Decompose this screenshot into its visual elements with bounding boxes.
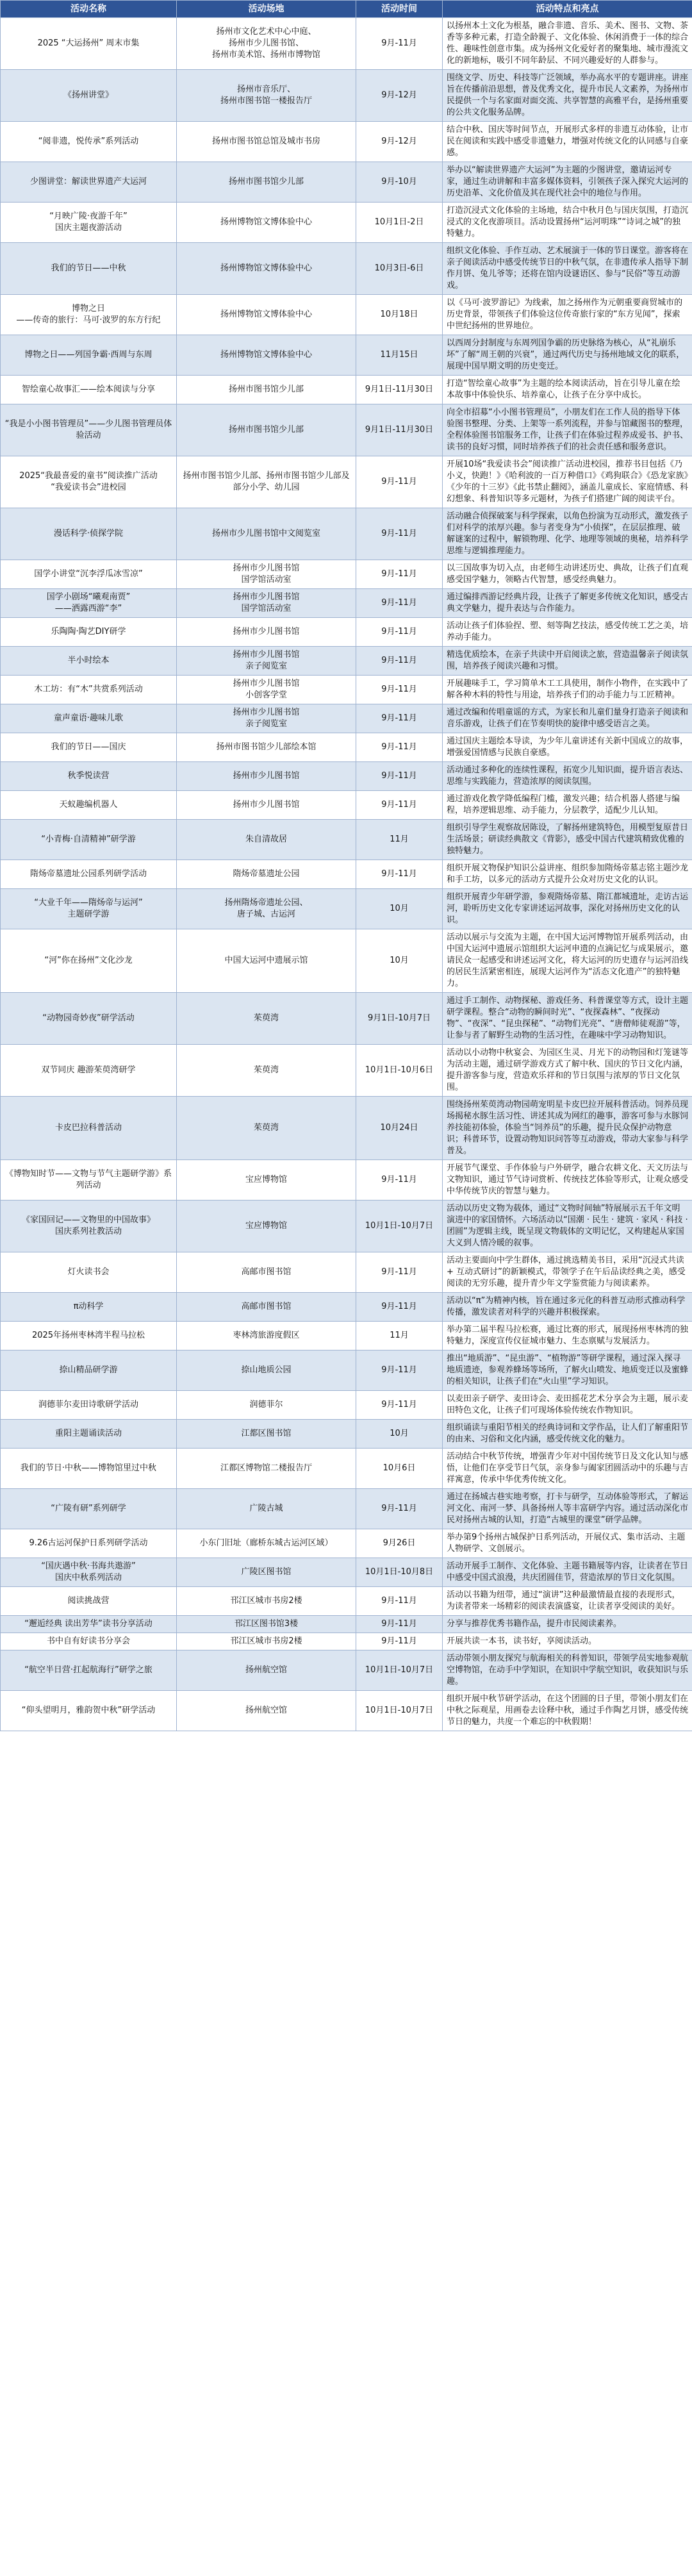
table-row xyxy=(1,456,692,508)
venue-cell: 邗江区城市书房2楼 xyxy=(177,1587,356,1616)
features-cell: 通过编排西游记经典片段，让孩子了解更多传统文化知识，感受古典文学魅力，提升表达与合作能力。 xyxy=(443,589,692,618)
activity-name-cell: 半小时绘本 xyxy=(1,647,177,676)
features-cell: 分享与推荐优秀书籍作品，提升市民阅读素养。 xyxy=(443,1616,692,1633)
activity-name-cell: 智绘童心故事汇——绘本阅读与分享 xyxy=(1,376,177,404)
features-cell: 围绕文学、历史、科技等广泛领域，举办高水平的专题讲座。讲座旨在传播前沿思想，普及优秀文化，提升市民人文素养，为扬州市民提供一个与名家面对面交流、共享智慧的高雅平台，是扬州重要的公共文化服务品牌。 xyxy=(443,70,692,122)
activity-name-cell: 博物之日 ——传奇的旅行：马可·波罗的东方行纪 xyxy=(1,295,177,335)
table-row xyxy=(1,1449,692,1489)
time-cell: 10月18日 xyxy=(356,295,443,335)
time-cell: 9月-11月 xyxy=(356,18,443,70)
venue-cell: 小东门旧址（廊桥东城古运河区域） xyxy=(177,1529,356,1558)
activity-name-cell: π动科学 xyxy=(1,1293,177,1322)
features-cell: 围绕扬州茱萸湾动物园萌宠明星卡皮巴拉开展科普活动。饲养员现场揭秘水豚生活习性、讲述其成为网红的趣事，游客可参与水豚饲养技能初体验，体验当“饲养员”的乐趣，提升民众保护动物意识；科普环节，设置动物知识问答等互动游戏，带动大家参与科学普及。 xyxy=(443,1097,692,1160)
table-body xyxy=(1,18,692,1731)
activity-name-cell: 书中自有好读书分享会 xyxy=(1,1633,177,1650)
venue-cell: 茱萸湾 xyxy=(177,1097,356,1160)
table-row xyxy=(1,929,692,993)
venue-cell: 扬州市图书馆少儿部绘本馆 xyxy=(177,733,356,762)
features-cell: 组织文化体验、手作互动、艺术展演于一体的节日课堂。游客将在亲子阅读活动中感受传统节日的中秋气氛，在非遗传承人指导下制作月饼、兔儿爷等；还将在馆内设谜语区、参与“民俗”等互动游戏。 xyxy=(443,243,692,295)
venue-cell: 扬州市少儿图书馆 xyxy=(177,791,356,820)
table-row xyxy=(1,589,692,618)
time-cell: 10月24日 xyxy=(356,1097,443,1160)
time-cell: 9月-11月 xyxy=(356,1616,443,1633)
venue-cell: 茱萸湾 xyxy=(177,993,356,1045)
activity-name-cell: 我们的节日——国庆 xyxy=(1,733,177,762)
time-cell: 9月-11月 xyxy=(356,589,443,618)
activity-name-cell: 9.26古运河保护日系列研学活动 xyxy=(1,1529,177,1558)
time-cell: 9月-12月 xyxy=(356,70,443,122)
activity-name-cell: 我们的节日·中秋——博物馆里过中秋 xyxy=(1,1449,177,1489)
table-row xyxy=(1,1293,692,1322)
table-row xyxy=(1,791,692,820)
time-cell: 9月-11月 xyxy=(356,647,443,676)
venue-cell: 邗江区城市书房2楼 xyxy=(177,1633,356,1650)
features-cell: 以扬州本土文化为根基，融合非遗、音乐、美术、图书、文物、茶香等多种元素，打造全龄親子、文化体验、休闲消费于一体的综合性、趣味性创意市集。成为扬州文化爱好者的聚集地、城市漫流文化的新地标，吸引不同年龄层、不同兴趣爱好的人群参与。 xyxy=(443,18,692,70)
table-row xyxy=(1,676,692,704)
table-row xyxy=(1,1650,692,1691)
table-row xyxy=(1,203,692,243)
time-cell: 10月1日-10月8日 xyxy=(356,1558,443,1587)
activity-name-cell: “国庆遇中秋·书海共遨游” 国庆中秋系列活动 xyxy=(1,1558,177,1587)
activity-name-cell: 阅读挑战营 xyxy=(1,1587,177,1616)
table-row xyxy=(1,704,692,733)
time-cell: 9月1日-11月30日 xyxy=(356,404,443,456)
activity-name-cell: “邂逅经典 读出芳华”读书分享活动 xyxy=(1,1616,177,1633)
venue-cell: 扬州市少儿图书馆 xyxy=(177,618,356,647)
header-features: 活动特点和亮点 xyxy=(443,1,692,18)
venue-cell: 扬州市少儿图书馆 小创客学堂 xyxy=(177,676,356,704)
activity-name-cell: 《博物知时节——文物与节气主题研学游》系列活动 xyxy=(1,1160,177,1201)
table-row xyxy=(1,733,692,762)
features-cell: 活动以历史文物为载体，通过“文物时间轴”特展展示五千年文明演进中的家国情怀。六场活动以“国潮 · 民生 · 建筑 · 家风 · 科技 · 团圆”为逻辑主线，既呈现文物载体的文明记忆，又构建起从家国大义到人情冷暖的叙事。 xyxy=(443,1201,692,1252)
table-row xyxy=(1,993,692,1045)
venue-cell: 扬州市图书馆少儿部、扬州市图书馆少儿部及部分小学、幼儿园 xyxy=(177,456,356,508)
time-cell: 9月-11月 xyxy=(356,1633,443,1650)
header-time: 活动时间 xyxy=(356,1,443,18)
time-cell: 10月1日-2日 xyxy=(356,203,443,243)
venue-cell: 江都区博物馆二楼报告厅 xyxy=(177,1449,356,1489)
activity-name-cell: 2025“我最喜爱的童书”阅读推广活动 “我爱读书会”进校园 xyxy=(1,456,177,508)
features-cell: 组织开展青少年研学游，参观隋炀帝墓、隋江都城遗址，走访古运河，聆听历史文化专家讲述运河故事，深化对扬州历史文化的认识。 xyxy=(443,889,692,929)
activity-name-cell: “广陵有研”系列研学 xyxy=(1,1489,177,1529)
activity-name-cell: 2025年扬州枣林湾半程马拉松 xyxy=(1,1322,177,1350)
activity-name-cell: 重阳主题诵读活动 xyxy=(1,1420,177,1449)
venue-cell: 江都区图书馆 xyxy=(177,1420,356,1449)
table-row xyxy=(1,560,692,589)
activity-name-cell: “航空半日营·扛起航海行”研学之旅 xyxy=(1,1650,177,1691)
time-cell: 9月-11月 xyxy=(356,1587,443,1616)
activity-name-cell: “河”你在扬州”文化沙龙 xyxy=(1,929,177,993)
activity-name-cell: 《扬州讲堂》 xyxy=(1,70,177,122)
venue-cell: 扬州航空馆 xyxy=(177,1691,356,1731)
features-cell: 举办第9个扬州古城保护日系列活动，开展仪式、集市活动、主题人物研学、文创展示。 xyxy=(443,1529,692,1558)
table-row xyxy=(1,647,692,676)
features-cell: 活动开展手工制作、文化体验、主题书籍展等内容，让读者在节日中感受中国式浪漫，共庆团圆佳节，营造浓厚的节日文化氛围。 xyxy=(443,1558,692,1587)
header-activity-name: 活动名称 xyxy=(1,1,177,18)
time-cell: 9月-11月 xyxy=(356,762,443,791)
activity-name-cell: 漫话科学·侦探学院 xyxy=(1,508,177,560)
venue-cell: 扬州博物馆文博体验中心 xyxy=(177,203,356,243)
features-cell: 组织开展中秋节研学活动，在这个团圆的日子里，带领小朋友们在中秋之际观星，用画卷去诠释中秋，通过手作陶艺月饼，感受传统节日的魅力，共度一个难忘的中秋假期！ xyxy=(443,1691,692,1731)
features-cell: 推出“地质游”、“昆虫游”、“植物游”等研学课程，通过深入探寻地质遗迹，参观养蜂场等场所，了解火山喷发、地质变迁以及蜜蜂的相关知识，让孩子们在“火山里”学习知识。 xyxy=(443,1350,692,1391)
features-cell: 活动主要面向中学生群体，通过挑选精美书目，采用“沉浸式共读 + 互动式研讨”的新颖模式，带领学子在午后品读经典之美，感受阅读的无穷乐趣，提升青少年文学鉴赏能力与阅读素养。 xyxy=(443,1252,692,1293)
activity-name-cell: 我们的节日——中秋 xyxy=(1,243,177,295)
time-cell: 9月-11月 xyxy=(356,1293,443,1322)
venue-cell: 广陵区图书馆 xyxy=(177,1558,356,1587)
features-cell: 通过在扬城古巷实地考察，打卡与研学，互动体验等形式，了解运河文化、南河一梦、具备扬州人等丰富研学内容。通过活动深化市民对扬州古城的认知，打造“古城里的课堂”研学品牌。 xyxy=(443,1489,692,1529)
time-cell: 11月15日 xyxy=(356,335,443,376)
venue-cell: 扬州市图书馆总馆及城市书房 xyxy=(177,122,356,162)
venue-cell: 润德菲尔 xyxy=(177,1391,356,1420)
table-row xyxy=(1,376,692,404)
features-cell: 活动融合侦探破案与科学探索，以角色扮演为互动形式，激发孩子们对科学的浓厚兴趣。参与者变身为“小侦探”，在层层推理、破解谜案的过程中，解锁物理、化学、地理等领域的奥秘，培养科学思维与逻辑推理能力。 xyxy=(443,508,692,560)
time-cell: 10月1日-10月7日 xyxy=(356,1691,443,1731)
features-cell: 打造“智绘童心故事”为主题的绘本阅读活动，旨在引导儿童在绘本故事中体验快乐、培养童心，让孩子在分享中成长。 xyxy=(443,376,692,404)
features-cell: 活动带领小朋友探究与航海相关的科普知识，带领学员实地参观航空博物馆，在动手中学知识，在知识中学航空知识，收获知识与乐趣。 xyxy=(443,1650,692,1691)
time-cell: 10月1日-10月6日 xyxy=(356,1045,443,1097)
features-cell: 开展10场“我爱读书会”阅读推广活动进校园，推荐书目包括《乃小义，快跑！》《哈利波的一百万种借口》《鸡狗联合》《恐龙家族》《少年的十三岁》《此书禁止翻阅》，涵盖儿童成长、家庭情感、科幻想象、科普知识等多元题材，为孩子们搭建广阔的阅读平台。 xyxy=(443,456,692,508)
activity-name-cell: 双节同庆 趣游茱萸湾研学 xyxy=(1,1045,177,1097)
activity-name-cell: 隋炀帝墓遗址公园系列研学活动 xyxy=(1,860,177,889)
activity-name-cell: 国学小剧场“曦观南贾” ——洒露西游“李” xyxy=(1,589,177,618)
features-cell: 开展趣味手工，学习简单木工工具使用，制作小物件，在实践中了解各种木料的特性与用途，培养孩子们的动手能力与工匠精神。 xyxy=(443,676,692,704)
activity-name-cell: 《家国回记——文物里的中国故事》 国庆系列社教活动 xyxy=(1,1201,177,1252)
venue-cell: 扬州市少儿图书馆中文阅览室 xyxy=(177,508,356,560)
table-header-row xyxy=(1,1,692,18)
venue-cell: 隋炀帝墓遗址公园 xyxy=(177,860,356,889)
features-cell: 通过国庆主题绘本导读，为少年儿童讲述有关新中国成立的故事，增强爱国情感与民族自豪感。 xyxy=(443,733,692,762)
time-cell: 9月-11月 xyxy=(356,618,443,647)
activity-name-cell: “月映广陵·夜游千年” 国庆主题夜游活动 xyxy=(1,203,177,243)
activity-name-cell: 木工坊：有“木”共赏系列活动 xyxy=(1,676,177,704)
time-cell: 9月-11月 xyxy=(356,704,443,733)
time-cell: 9月-11月 xyxy=(356,733,443,762)
venue-cell: 宝应博物馆 xyxy=(177,1201,356,1252)
venue-cell: 广陵古城 xyxy=(177,1489,356,1529)
activity-name-cell: “小青梅·自清精神”研学游 xyxy=(1,820,177,860)
activity-name-cell: 卡皮巴拉科普活动 xyxy=(1,1097,177,1160)
venue-cell: 扬州博物馆文博体验中心 xyxy=(177,335,356,376)
time-cell: 10月 xyxy=(356,929,443,993)
time-cell: 9月-11月 xyxy=(356,560,443,589)
features-cell: 举办以“解读世界遗产大运河”为主题的少图讲堂，邀请运河专家，通过生动讲解和丰富多媒体资料，引领孩子深入探究大运河的历史沿革、文化价值及其在现代社会中的地位与作用。 xyxy=(443,162,692,203)
venue-cell: 宝应博物馆 xyxy=(177,1160,356,1201)
time-cell: 10月1日-10月7日 xyxy=(356,1201,443,1252)
activity-name-cell: 少图讲堂：解读世界遗产大运河 xyxy=(1,162,177,203)
time-cell: 10月 xyxy=(356,1420,443,1449)
time-cell: 9月-11月 xyxy=(356,1350,443,1391)
venue-cell: 茱萸湾 xyxy=(177,1045,356,1097)
time-cell: 9月26日 xyxy=(356,1529,443,1558)
features-cell: 以麦田亲子研学、麦田诗会、麦田摇花艺术分享会为主题，展示麦田特色文化，让孩子们可现场体验传统农作物知识。 xyxy=(443,1391,692,1420)
table-row xyxy=(1,1633,692,1650)
table-row xyxy=(1,1045,692,1097)
venue-cell: 高邮市图书馆 xyxy=(177,1252,356,1293)
activity-name-cell: “阅非遗，悦传承”系列活动 xyxy=(1,122,177,162)
time-cell: 9月-11月 xyxy=(356,1252,443,1293)
activity-name-cell: “动物园奇妙夜”研学活动 xyxy=(1,993,177,1045)
features-cell: 打造沉浸式文化体验的主场地，结合中秋月色与国庆氛围，打造沉浸式的文化夜游项目。活动设置扬州“运河明珠”“诗词之城”的独特魅力。 xyxy=(443,203,692,243)
features-cell: 开展共读一本书，读书好，享阅读活动。 xyxy=(443,1633,692,1650)
table-row xyxy=(1,508,692,560)
features-cell: 组织开展文物保护知识公益讲座、组织参加隋炀帝墓志铭主题沙龙和手工坊，以多元的活动方式提升公众对历史文化的认识。 xyxy=(443,860,692,889)
time-cell: 9月-11月 xyxy=(356,456,443,508)
features-cell: 向全市招募“小小图书管理员”，小朋友们在工作人员的指导下体验图书整理、分类、上架等一系列流程，并参与馆藏图书的整理，全程体验图书馆服务工作，让孩子们在体验过程养成爱书、护书、读书的良好习惯，同时培养孩子们的社会责任感和服务意识。 xyxy=(443,404,692,456)
activity-name-cell: 童声童语·趣味儿歌 xyxy=(1,704,177,733)
venue-cell: 扬州隋炀帝遗址公园、 唐子城、古运河 xyxy=(177,889,356,929)
venue-cell: 扬州市图书馆少儿部 xyxy=(177,404,356,456)
features-cell: 通过游戏化教学降低编程门槛，激发兴趣；结合机器人搭建与编程，培养逻辑思维、动手能力，分层教学，适配少儿认知。 xyxy=(443,791,692,820)
time-cell: 10月 xyxy=(356,889,443,929)
table-row xyxy=(1,1160,692,1201)
activity-name-cell: 博物之日——列国争霸·西周与东周 xyxy=(1,335,177,376)
activity-name-cell: 国学小讲堂“沉李浮瓜冰雪凉” xyxy=(1,560,177,589)
activity-name-cell: 润德菲尔麦田诗歌研学活动 xyxy=(1,1391,177,1420)
features-cell: 活动以小动物中秋宴会、为园区生灵、月光下的动物园和灯笼谜等为活动主题，通过研学游戏方式了解中秋、国庆的节日文化内涵，提升游客参与度，营造欢乐祥和的节日氛围与浓厚的节日文化氛围。 xyxy=(443,1045,692,1097)
time-cell: 9月-11月 xyxy=(356,1391,443,1420)
table-row xyxy=(1,1489,692,1529)
table-row xyxy=(1,1322,692,1350)
activity-name-cell: 捺山精品研学游 xyxy=(1,1350,177,1391)
venue-cell: 中国大运河中遗展示馆 xyxy=(177,929,356,993)
table-row xyxy=(1,18,692,70)
features-cell: 活动以展示与交流为主题，在中国大运河博物馆开展系列活动，由中国大运河中遗展示馆组织大运河申遗的点滴记忆与成果展示，邀请民众一起感受和讲述运河文化，将大运河的历史遗存与运河沿线的居民生活紧密相连，展现大运河作为“活态文化遗产”的独特魅力。 xyxy=(443,929,692,993)
time-cell: 9月-10月 xyxy=(356,162,443,203)
activity-name-cell: “仰头望明月，雅韵贺中秋”研学活动 xyxy=(1,1691,177,1731)
time-cell: 9月-11月 xyxy=(356,791,443,820)
table-row xyxy=(1,70,692,122)
activity-name-cell: 2025 “大运扬州” 周末市集 xyxy=(1,18,177,70)
time-cell: 9月-11月 xyxy=(356,860,443,889)
table-row xyxy=(1,820,692,860)
table-row xyxy=(1,1252,692,1293)
time-cell: 11月 xyxy=(356,1322,443,1350)
features-cell: 精选优质绘本，在亲子共读中开启阅读之旅，营造温馨亲子阅读氛围，培养孩子阅读兴趣和习惯。 xyxy=(443,647,692,676)
time-cell: 9月-11月 xyxy=(356,508,443,560)
venue-cell: 枣林湾旅游度假区 xyxy=(177,1322,356,1350)
venue-cell: 捺山地质公园 xyxy=(177,1350,356,1391)
venue-cell: 扬州市图书馆少儿部 xyxy=(177,376,356,404)
activity-name-cell: 灯火读书会 xyxy=(1,1252,177,1293)
table-row xyxy=(1,162,692,203)
table-row xyxy=(1,1201,692,1252)
activity-name-cell: 天蚁趣编机器人 xyxy=(1,791,177,820)
table-row xyxy=(1,404,692,456)
table-row xyxy=(1,1391,692,1420)
features-cell: 活动结合中秋节传统，增强青少年对中国传统节日及文化认知与感悟，让他们在享受节日气氛，亲身参与阖家团圆活动中的乐趣与吉祥寓意，传承中华优秀传统文化。 xyxy=(443,1449,692,1489)
activity-name-cell: 秋季悦读营 xyxy=(1,762,177,791)
activity-name-cell: 乐陶陶·陶艺DIY研学 xyxy=(1,618,177,647)
features-cell: 举办第二届半程马拉松赛，通过比赛的形式，展现扬州枣林湾的独特魅力，深度宣传仪征城市魅力、生态禀赋与发展活力。 xyxy=(443,1322,692,1350)
features-cell: 活动以书籍为纽带，通过“演讲”这种最激情最直接的表现形式，为读者带来一场精彩的阅读表演盛宴，让读者享受阅读的美好。 xyxy=(443,1587,692,1616)
features-cell: 活动让孩子们体验捏、塑、刻等陶艺技法，感受传统工艺之美，培养动手能力。 xyxy=(443,618,692,647)
venue-cell: 扬州市少儿图书馆 亲子阅览室 xyxy=(177,704,356,733)
venue-cell: 朱自清故居 xyxy=(177,820,356,860)
table-row xyxy=(1,1616,692,1633)
table-row xyxy=(1,1420,692,1449)
features-cell: 开展节气课堂、手作体验与户外研学，融合农耕文化、天文历法与文物知识，通过节气诗词赏析、传统技艺体验等形式，让观众感受中华传统节庆的智慧与魅力。 xyxy=(443,1160,692,1201)
venue-cell: 高邮市图书馆 xyxy=(177,1293,356,1322)
venue-cell: 扬州市少儿图书馆 xyxy=(177,762,356,791)
table-row xyxy=(1,1558,692,1587)
time-cell: 11月 xyxy=(356,820,443,860)
venue-cell: 扬州市少儿图书馆 亲子阅览室 xyxy=(177,647,356,676)
table-row xyxy=(1,243,692,295)
time-cell: 10月3日-6日 xyxy=(356,243,443,295)
features-cell: 组织诵读与重阳节相关的经典诗词和文学作品，让人们了解重阳节的由来、习俗和文化内涵，感受传统文化的魅力。 xyxy=(443,1420,692,1449)
table-row xyxy=(1,1097,692,1160)
venue-cell: 扬州市少儿图书馆 国学馆活动室 xyxy=(177,589,356,618)
time-cell: 9月1日-10月7日 xyxy=(356,993,443,1045)
table-row xyxy=(1,1529,692,1558)
features-cell: 通过改编和传唱童谣的方式，为家长和儿童们量身打造亲子阅读和音乐游戏，让孩子们在节奏明快的旋律中感受语言之美。 xyxy=(443,704,692,733)
venue-cell: 扬州市图书馆少儿部 xyxy=(177,162,356,203)
table-row xyxy=(1,1350,692,1391)
activity-name-cell: “我是小小图书管理员”——少儿图书管理员体验活动 xyxy=(1,404,177,456)
features-cell: 以西周分封制度与东周列国争霸的历史脉络为核心，从“礼崩乐坏”了解“周王朝的兴衰”，通过两代历史与扬州地域文化的联系，展现中国早期文明的历史变迁。 xyxy=(443,335,692,376)
venue-cell: 扬州博物馆文博体验中心 xyxy=(177,295,356,335)
time-cell: 9月-12月 xyxy=(356,122,443,162)
features-cell: 活动以“π”为精神内核，旨在通过多元化的科普互动形式推动科学传播，激发读者对科学的兴趣并积极探索。 xyxy=(443,1293,692,1322)
table-row xyxy=(1,860,692,889)
activity-name-cell: “大业千年——隋炀帝与运河” 主题研学游 xyxy=(1,889,177,929)
time-cell: 10月6日 xyxy=(356,1449,443,1489)
header-venue: 活动场地 xyxy=(177,1,356,18)
time-cell: 9月-11月 xyxy=(356,676,443,704)
time-cell: 9月-11月 xyxy=(356,1160,443,1201)
table-row xyxy=(1,762,692,791)
venue-cell: 扬州市音乐厅、 扬州市图书馆一楼报告厅 xyxy=(177,70,356,122)
features-cell: 以《马可·波罗游记》为线索，加之扬州作为元朝重要商贸城市的历史背景，带领孩子们体验这位传奇旅行家的“东方见闻”，探索中世纪扬州的世界地位。 xyxy=(443,295,692,335)
time-cell: 10月1日-10月7日 xyxy=(356,1650,443,1691)
features-cell: 以三国故事为切入点，由老师生动讲述历史、典故，让孩子们直观感受国学魅力，领略古代智慧，感受经典魅力。 xyxy=(443,560,692,589)
features-cell: 结合中秋、国庆等时间节点，开展形式多样的非遗互动体验，让市民在阅读和实践中感受非遗魅力，增强对传统文化的认同感与自豪感。 xyxy=(443,122,692,162)
table-row xyxy=(1,1587,692,1616)
venue-cell: 扬州市少儿图书馆 国学馆活动室 xyxy=(177,560,356,589)
venue-cell: 扬州航空馆 xyxy=(177,1650,356,1691)
table-row xyxy=(1,889,692,929)
table-row xyxy=(1,335,692,376)
table-row xyxy=(1,122,692,162)
time-cell: 9月1日-11月30日 xyxy=(356,376,443,404)
venue-cell: 扬州市文化艺术中心中庭、 扬州市少儿图书馆、 扬州市美术馆、扬州市博物馆 xyxy=(177,18,356,70)
features-cell: 组织引导学生观察故居陈设，了解扬州建筑特色，用模型复原昔日生活场景；研读经典散文《背影》，感受中国古代建筑精致优雅的独特魅力。 xyxy=(443,820,692,860)
features-cell: 活动通过多种化的连续性课程，拓宽少儿知识面，提升语言表达、思维与实践能力，营造浓厚的阅读氛围。 xyxy=(443,762,692,791)
table-row xyxy=(1,618,692,647)
venue-cell: 扬州博物馆文博体验中心 xyxy=(177,243,356,295)
time-cell: 9月-11月 xyxy=(356,1489,443,1529)
venue-cell: 邗江区图书馆3楼 xyxy=(177,1616,356,1633)
table-row xyxy=(1,295,692,335)
features-cell: 通过手工制作、动物探秘、游戏任务、科普课堂等方式，设计主题研学课程。整合“动物的瞬间时光”、“夜探森林”、“夜探动物”、“夜深”、“昆虫探秘”、“动物们光亮”、“唐僧师徒观游”等，让参与者了解野生动物的生活习性，在趣味中学习动物知识。 xyxy=(443,993,692,1045)
table-row xyxy=(1,1691,692,1731)
